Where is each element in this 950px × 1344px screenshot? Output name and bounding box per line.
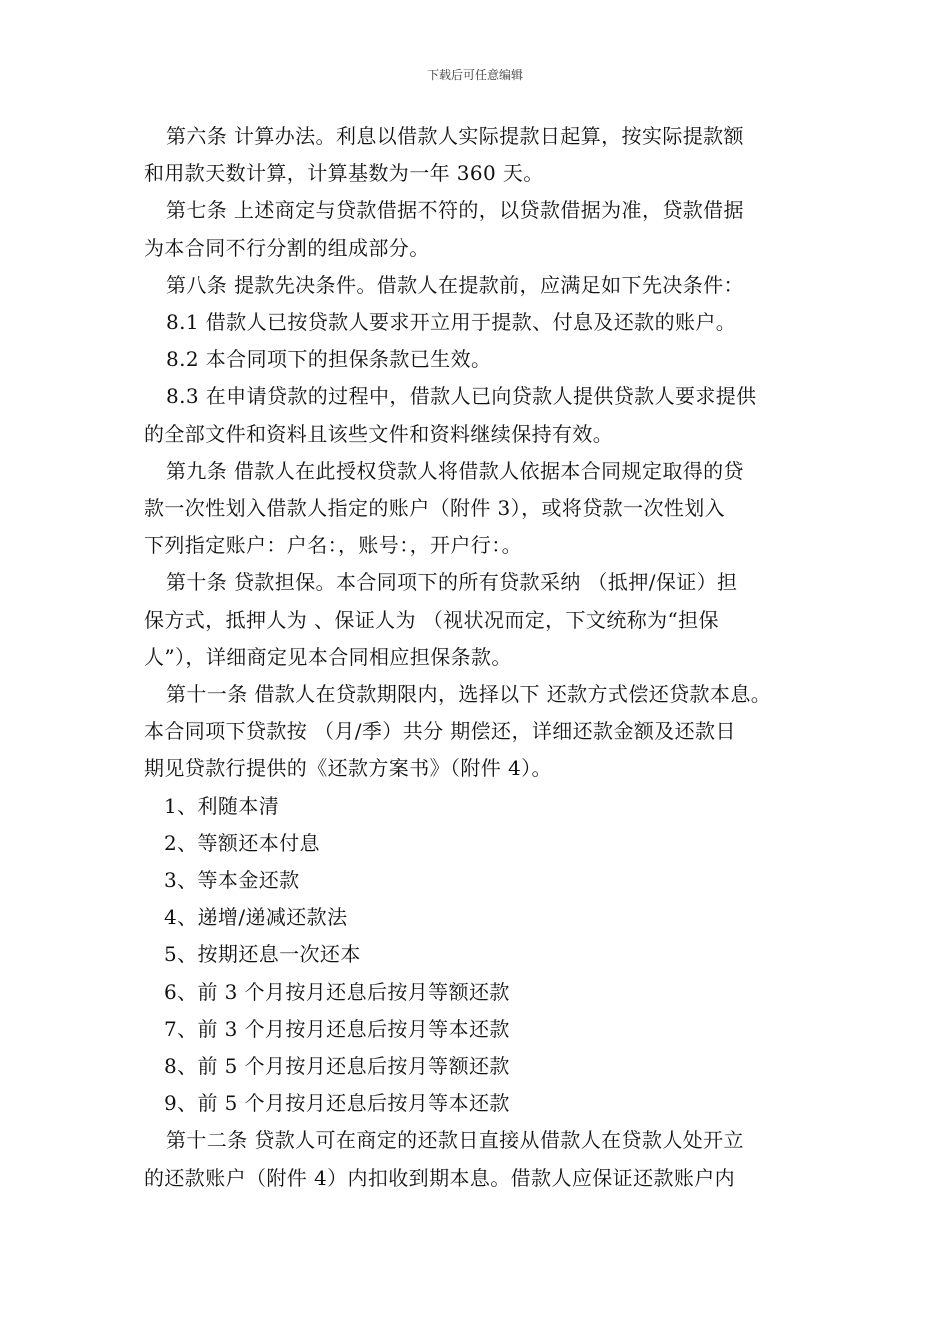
paragraph-article-6 — [144, 118, 808, 192]
text-line: 为本合同不行分割的组成部分。 — [144, 235, 430, 260]
text-line: 下列指定账户：户名：，账号：，开户行：。 — [144, 533, 522, 558]
text-line: 第十一条 借款人在贷款期限内，选择以下 还款方式偿还贷款本息。 — [166, 682, 772, 707]
text-line: 8.2 本合同项下的担保条款已生效。 — [166, 347, 492, 372]
text-line: 第八条 提款先决条件。借款人在提款前，应满足如下先决条件： — [166, 272, 744, 297]
repayment-option: 4、递增/递减还款法 — [164, 905, 348, 930]
page-header-note: 下载后可任意编辑 — [426, 68, 523, 82]
text-line: 期见贷款行提供的《还款方案书》（附件 4）。 — [144, 756, 552, 781]
text-line: 的还款账户（附件 4）内扣收到期本息。借款人应保证还款账户内 — [144, 1165, 736, 1190]
document-body — [144, 118, 808, 1197]
text-line: 第十条 贷款担保。本合同项下的所有贷款采纳 （抵押/保证）担 — [166, 570, 738, 595]
text-line: 的全部文件和资料且该些文件和资料继续保持有效。 — [144, 421, 614, 446]
text-line: 和用款天数计算，计算基数为一年 360 天。 — [144, 161, 544, 186]
text-line: 第十二条 贷款人可在商定的还款日直接从借款人在贷款人处开立 — [166, 1128, 744, 1153]
text-line: 保方式，抵押人为 、保证人为 （视状况而定，下文统称为“担保 — [144, 607, 719, 632]
repayment-option: 1、利随本清 — [164, 793, 280, 818]
repayment-option: 3、等本金还款 — [164, 868, 300, 893]
repayment-option: 7、前 3 个月按月还息后按月等本还款 — [164, 1016, 510, 1041]
text-line: 第六条 计算办法。利息以借款人实际提款日起算，按实际提款额 — [166, 124, 744, 148]
repayment-option: 8、前 5 个月按月还息后按月等额还款 — [164, 1054, 510, 1079]
text-line: 8.1 借款人已按贷款人要求开立用于提款、付息及还款的账户。 — [166, 310, 737, 335]
paragraph-article-8-2 — [144, 341, 808, 378]
paragraph-article-8 — [144, 267, 808, 304]
repayment-option: 2、等额还本付息 — [164, 830, 320, 855]
paragraph-article-8-1 — [144, 304, 808, 341]
repayment-option: 9、前 5 个月按月还息后按月等本还款 — [164, 1091, 510, 1116]
text-line: 第七条 上述商定与贷款借据不符的，以贷款借据为准，贷款借据 — [166, 198, 744, 223]
paragraph-article-10 — [144, 564, 808, 676]
text-line: 人”），详细商定见本合同相应担保条款。 — [144, 644, 512, 669]
repayment-option: 6、前 3 个月按月还息后按月等额还款 — [164, 979, 510, 1004]
paragraph-article-8-3 — [144, 378, 808, 452]
repayment-option: 5、按期还息一次还本 — [164, 942, 361, 967]
paragraph-article-9 — [144, 453, 808, 565]
paragraph-article-12 — [144, 1122, 808, 1196]
text-line: 第九条 借款人在此授权贷款人将借款人依据本合同规定取得的贷 — [166, 458, 744, 483]
text-line: 款一次性划入借款人指定的账户（附件 3），或将贷款一次性划入 — [144, 496, 726, 521]
paragraph-article-11 — [144, 676, 808, 788]
text-line: 本合同项下贷款按 （月/季）共分 期偿还，详细还款金额及还款日 — [144, 719, 736, 744]
paragraph-article-7 — [144, 192, 808, 266]
text-line: 8.3 在申请贷款的过程中，借款人已向贷款人提供贷款人要求提供 — [166, 384, 757, 409]
